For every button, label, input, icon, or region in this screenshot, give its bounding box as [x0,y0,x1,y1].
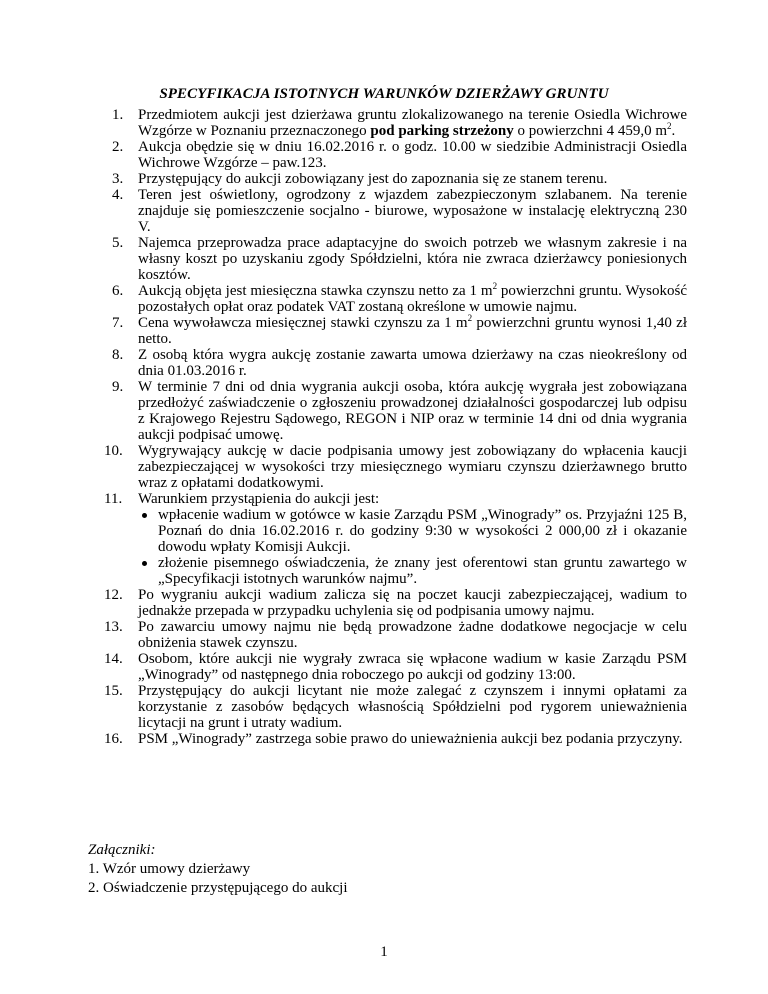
item-number: 2. [112,139,124,155]
item-text: W terminie 7 dni od dnia wygrania aukcji osoba, która aukcję wygrała jest zobowiązana przedłożyć zaświadczenie o zgłoszeniu prowadzonej działalności gospodarczej lub odpisu z Krajowego Rejestru Sądowego, REGON i NIP oraz w terminie 14 dni od dnia wygrania aukcji podpisać umowę. [138,379,687,443]
item-text: Przystępujący do aukcji licytant nie może zalegać z czynszem i innymi opłatami za korzystanie z zasobów będących własnością Spółdzielni pod rygorem unieważnienia licytacji na grunt i utraty wadium. [138,683,687,731]
list-item-12 [104,587,687,619]
item-number: 9. [112,379,124,395]
page-number: 1 [380,944,388,960]
list-item-9 [112,379,687,443]
item-text: Osobom, które aukcji nie wygrały zwraca się wpłacone wadium w kasie Zarządu PSM „Winogrady” od następnego dnia roboczego po aukcji od godziny 13:00. [138,651,687,683]
item-text: powierzchni gruntu wynosi 1,40 zł netto. [138,315,687,347]
item-number: 13. [104,619,123,635]
conditions-list [104,107,687,747]
attachment-item: 2. Oświadczenie przystępującego do aukcji [88,880,348,896]
item-number: 4. [112,187,124,203]
item-text: Najemca przeprowadza prace adaptacyjne do swoich potrzeb we własnym zakresie i na własny koszt po uzyskaniu zgody Spółdzielni, która nie zwraca dzierżawcy poniesionych kosztów. [138,235,687,283]
item-number: 14. [104,651,123,667]
item-text: Przedmiotem aukcji jest dzierżawa gruntu zlokalizowanego na terenie Osiedla Wichrowe Wzgórze w Poznaniu przeznaczonego [138,107,687,139]
item-text: Teren jest oświetlony, ogrodzony z wjazdem zabezpieczonym szlabanem. Na terenie znajduje się pomieszczenie socjalno - biurowe, wyposażone w instalację elektryczną 230 V. [138,187,687,235]
item-text: Przystępujący do aukcji zobowiązany jest do zapoznania się ze stanem terenu. [138,171,608,187]
document-title: SPECYFIKACJA ISTOTNYCH WARUNKÓW DZIERŻAWY GRUNTU [159,86,609,102]
item-number: 8. [112,347,124,363]
list-item-8 [112,347,687,379]
list-item-14 [104,651,687,683]
item-text: o powierzchni 4 459,0 m [513,123,668,139]
item-number: 7. [112,315,124,331]
item-text: powierzchni gruntu. Wysokość pozostałych opłat oraz podatek VAT zostaną określone w umowie najmu. [138,283,687,315]
bullet-item: złożenie pisemnego oświadczenia, że znany jest oferentowi stan gruntu zawartego w „Specyfikacji istotnych warunków najmu”. [138,555,687,587]
item-text: Z osobą która wygra aukcję zostanie zawarta umowa dzierżawy na czas nieokreślony od dnia 01.03.2016 r. [138,347,687,379]
list-item-11 [104,491,687,587]
item-text: Aukcją objęta jest miesięczna stawka czynszu netto za 1 m [138,283,493,299]
item-text: Warunkiem przystąpienia do aukcji jest: [138,491,380,507]
attachments-section [88,842,347,899]
list-item-1 [112,107,687,139]
list-item-3 [112,171,687,187]
superscript: 2 [467,313,473,323]
bullet-item: wpłacenie wadium w gotówce w kasie Zarządu PSM „Winogrady” os. Przyjaźni 125 B, Poznań do dnia 16.02.2016 r. do godziny 9:30 w wysokości 2 000,00 zł i okazanie dowodu wpłaty Komisji Aukcji. [138,507,687,555]
item-text: Po zawarciu umowy najmu nie będą prowadzone żadne dodatkowe negocjacje w celu obniżenia stawek czynszu. [138,619,687,651]
item-number: 3. [112,171,124,187]
item-text: Wygrywający aukcję w dacie podpisania umowy jest zobowiązany do wpłacenia kaucji zabezpieczającej w wysokości trzy miesięcznego wymiaru czynszu dzierżawnego brutto wraz z opłatami dodatkowymi. [138,443,687,491]
item-number: 1. [112,107,124,123]
item-text: . [671,123,676,139]
list-item-4 [112,187,687,235]
bullet-list [138,507,687,587]
superscript: 2 [492,281,498,291]
list-item-2 [112,139,687,171]
item-text: Po wygraniu aukcji wadium zalicza się na poczet kaucji zabezpieczającej, wadium to jednakże przepada w przypadku uchylenia się od podpisania umowy najmu. [138,587,687,619]
item-text: Aukcja obędzie się w dniu 16.02.2016 r. o godz. 10.00 w siedzibie Administracji Osiedla Wichrowe Wzgórze – paw.123. [138,139,687,171]
list-item-16 [104,731,687,747]
item-bold-text: pod parking strzeżony [370,123,514,139]
list-item-6 [112,283,687,315]
list-item-13 [104,619,687,651]
item-number: 10. [104,443,123,459]
attachments-heading: Załączniki: [88,842,156,858]
item-number: 16. [104,731,123,747]
list-item-10 [104,443,687,491]
list-item-15 [104,683,687,731]
item-number: 12. [104,587,123,603]
superscript: 2 [667,121,672,131]
item-number: 6. [112,283,124,299]
list-item-5 [112,235,687,283]
attachment-item: 1. Wzór umowy dzierżawy [88,861,251,877]
item-text: PSM „Winogrady” zastrzega sobie prawo do unieważnienia aukcji bez podania przyczyny. [138,731,683,747]
item-number: 15. [104,683,123,699]
list-item-7 [112,315,687,347]
item-number: 11. [104,491,123,507]
item-number: 5. [112,235,124,251]
item-text: Cena wywoławcza miesięcznej stawki czynszu za 1 m [138,315,468,331]
